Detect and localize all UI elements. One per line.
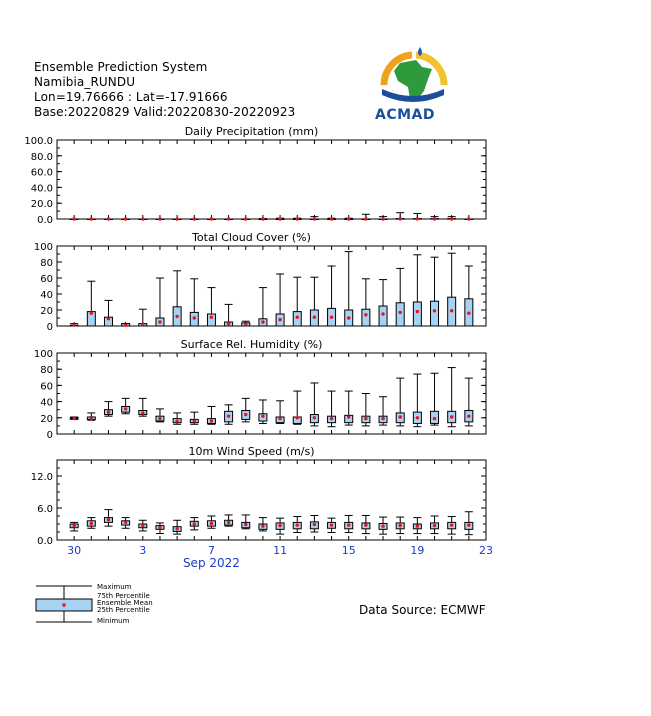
box-14 — [293, 517, 301, 533]
box-19 — [379, 397, 387, 425]
mean-dot — [347, 415, 350, 418]
box-10 — [225, 217, 233, 220]
y-tick-label: 100 — [33, 242, 53, 253]
box-12 — [259, 217, 267, 220]
mean-dot — [158, 526, 161, 529]
mean-dot — [433, 309, 436, 312]
mean-dot — [399, 311, 402, 314]
mean-dot — [244, 523, 247, 526]
y-tick-label: 0 — [46, 322, 53, 333]
y-tick-label: 0.0 — [37, 215, 53, 226]
x-tick-label: 3 — [139, 544, 147, 557]
box-12 — [259, 518, 267, 531]
panel-4 — [31, 445, 486, 547]
box-19 — [379, 280, 387, 326]
x-tick-label: 11 — [273, 544, 288, 557]
mean-dot — [433, 417, 436, 420]
mean-dot — [141, 524, 144, 527]
mean-dot — [227, 414, 230, 417]
mean-dot — [210, 316, 213, 319]
iqr-box — [413, 302, 421, 326]
box-9 — [207, 217, 215, 220]
box-23 — [448, 253, 456, 326]
box-5 — [139, 398, 147, 416]
box-24 — [465, 266, 473, 326]
box-5 — [139, 520, 147, 531]
mean-dot — [381, 524, 384, 527]
mean-dot — [381, 217, 384, 220]
mean-dot — [278, 417, 281, 420]
iqr-box — [379, 306, 387, 326]
box-4 — [122, 398, 130, 413]
mean-dot — [278, 217, 281, 220]
mean-dot — [467, 217, 470, 220]
mean-dot — [107, 518, 110, 521]
box-8 — [190, 279, 198, 326]
mean-dot — [416, 416, 419, 419]
mean-dot — [261, 524, 264, 527]
mean-dot — [158, 217, 161, 220]
mean-dot — [90, 417, 93, 420]
box-11 — [242, 515, 250, 529]
mean-dot — [399, 217, 402, 220]
box-2 — [87, 217, 95, 220]
mean-dot — [72, 324, 75, 327]
box-21 — [413, 374, 421, 427]
mean-dot — [175, 315, 178, 318]
box-21 — [413, 518, 421, 534]
box-10 — [225, 304, 233, 326]
box-18 — [362, 214, 370, 220]
box-24 — [465, 512, 473, 535]
box-11 — [242, 398, 250, 421]
mean-dot — [210, 217, 213, 220]
mean-dot — [72, 217, 75, 220]
mean-dot — [467, 312, 470, 315]
iqr-box — [362, 309, 370, 326]
mean-dot — [193, 419, 196, 422]
box-14 — [293, 277, 301, 326]
mean-dot — [227, 521, 230, 524]
iqr-box — [431, 301, 439, 326]
mean-dot — [90, 217, 93, 220]
mean-dot — [158, 320, 161, 323]
panel-2 — [34, 231, 486, 333]
mean-dot — [141, 217, 144, 220]
box-16 — [328, 266, 336, 326]
y-tick-label: 0.0 — [37, 536, 53, 547]
mean-dot — [296, 217, 299, 220]
box-9 — [207, 288, 215, 326]
mean-dot — [381, 417, 384, 420]
box-22 — [431, 516, 439, 534]
box-19 — [379, 517, 387, 534]
mean-dot — [244, 323, 247, 326]
mean-dot — [90, 522, 93, 525]
mean-dot — [244, 217, 247, 220]
box-1 — [70, 522, 78, 531]
box-6 — [156, 278, 164, 326]
mean-dot — [107, 317, 110, 320]
box-1 — [70, 217, 78, 220]
box-19 — [379, 217, 387, 221]
box-11 — [242, 321, 250, 326]
y-tick-label: 80.0 — [30, 151, 53, 163]
box-8 — [190, 412, 198, 424]
panel-title: 10m Wind Speed (m/s) — [188, 445, 315, 458]
x-tick-label: 15 — [341, 544, 356, 557]
box-6 — [156, 409, 164, 422]
legend-mean-dot — [62, 603, 65, 606]
y-tick-label: 12.0 — [30, 472, 53, 483]
box-22 — [431, 373, 439, 425]
legend-item-label: Minimum — [97, 617, 130, 625]
mean-dot — [278, 524, 281, 527]
mean-dot — [210, 419, 213, 422]
box-18 — [362, 279, 370, 326]
header-title: Ensemble Prediction System — [34, 60, 208, 74]
mean-dot — [313, 316, 316, 319]
mean-dot — [364, 217, 367, 220]
mean-dot — [399, 524, 402, 527]
box-15 — [310, 277, 318, 326]
box-18 — [362, 515, 370, 533]
mean-dot — [296, 523, 299, 526]
mean-dot — [416, 524, 419, 527]
box-20 — [396, 517, 404, 534]
mean-dot — [227, 217, 230, 220]
mean-dot — [330, 417, 333, 420]
mean-dot — [227, 322, 230, 325]
mean-dot — [141, 411, 144, 414]
box-22 — [431, 217, 439, 221]
box-14 — [293, 391, 301, 424]
mean-dot — [175, 419, 178, 422]
box-7 — [173, 520, 181, 534]
legend-item-label: Maximum — [97, 583, 132, 591]
y-tick-label: 60 — [40, 381, 53, 393]
box-15 — [310, 383, 318, 426]
panel-1 — [24, 125, 486, 226]
box-7 — [173, 413, 181, 424]
box-13 — [276, 274, 284, 326]
y-tick-label: 60.0 — [30, 167, 53, 179]
mean-dot — [107, 410, 110, 413]
mean-dot — [330, 523, 333, 526]
box-6 — [156, 217, 164, 220]
mean-dot — [416, 310, 419, 313]
box-13 — [276, 401, 284, 424]
box-16 — [328, 391, 336, 427]
mean-dot — [416, 217, 419, 220]
mean-dot — [313, 523, 316, 526]
mean-dot — [313, 416, 316, 419]
mean-dot — [313, 217, 316, 220]
y-tick-label: 60 — [40, 274, 53, 285]
mean-dot — [193, 217, 196, 220]
mean-dot — [399, 415, 402, 418]
box-12 — [259, 400, 267, 423]
mean-dot — [296, 316, 299, 319]
mean-dot — [124, 407, 127, 410]
box-9 — [207, 516, 215, 528]
box-23 — [448, 517, 456, 535]
y-tick-label: 100 — [33, 349, 53, 360]
mean-dot — [261, 217, 264, 220]
box-15 — [310, 217, 318, 221]
mean-dot — [261, 414, 264, 417]
mean-dot — [467, 523, 470, 526]
box-22 — [431, 257, 439, 326]
data-source: Data Source: ECMWF — [359, 603, 486, 617]
box-1 — [70, 417, 78, 420]
mean-dot — [244, 413, 247, 416]
y-tick-label: 40 — [40, 290, 53, 301]
box-12 — [259, 288, 267, 326]
y-tick-label: 20.0 — [30, 199, 53, 211]
header-station: Namibia_RUNDU — [34, 75, 136, 89]
mean-dot — [193, 316, 196, 319]
mean-dot — [433, 217, 436, 220]
box-5 — [139, 217, 147, 220]
mean-dot — [72, 524, 75, 527]
legend — [36, 583, 153, 625]
panel-frame — [57, 140, 486, 219]
legend-item-label: 25th Percentile — [97, 606, 150, 614]
mean-dot — [450, 523, 453, 526]
box-7 — [173, 271, 181, 326]
box-2 — [87, 413, 95, 420]
box-20 — [396, 213, 404, 221]
y-tick-label: 80 — [40, 258, 53, 269]
box-8 — [190, 518, 198, 530]
x-tick-label: 19 — [410, 544, 425, 557]
mean-dot — [330, 316, 333, 319]
box-3 — [104, 510, 112, 527]
legend-item-label: 75th Percentile — [97, 592, 150, 600]
mean-dot — [296, 416, 299, 419]
mean-dot — [364, 523, 367, 526]
mean-dot — [364, 417, 367, 420]
mean-dot — [330, 217, 333, 220]
mean-dot — [124, 217, 127, 220]
x-tick-label: 7 — [207, 544, 215, 557]
y-tick-label: 20 — [40, 306, 53, 317]
box-10 — [225, 405, 233, 424]
iqr-box — [396, 303, 404, 326]
box-3 — [104, 217, 112, 220]
box-17 — [345, 515, 353, 532]
box-1 — [70, 324, 78, 327]
box-10 — [225, 515, 233, 526]
mean-dot — [124, 521, 127, 524]
box-4 — [122, 324, 130, 327]
mean-dot — [158, 417, 161, 420]
mean-dot — [450, 217, 453, 220]
box-3 — [104, 300, 112, 326]
box-4 — [122, 518, 130, 529]
mean-dot — [347, 316, 350, 319]
x-tick-label: 30 — [67, 544, 82, 557]
box-14 — [293, 217, 301, 220]
panel-title: Total Cloud Cover (%) — [192, 231, 311, 244]
mean-dot — [141, 323, 144, 326]
box-2 — [87, 281, 95, 326]
box-21 — [413, 213, 421, 220]
mean-dot — [467, 414, 470, 417]
panel-3 — [34, 338, 486, 441]
box-2 — [87, 518, 95, 529]
box-8 — [190, 217, 198, 220]
mean-dot — [347, 217, 350, 220]
mean-dot — [450, 309, 453, 312]
mean-dot — [347, 523, 350, 526]
box-20 — [396, 268, 404, 326]
mean-dot — [381, 312, 384, 315]
mean-dot — [210, 522, 213, 525]
header-dates: Base:20220829 Valid:20220830-20220923 — [34, 105, 296, 119]
y-tick-label: 40 — [40, 397, 53, 409]
mean-dot — [450, 415, 453, 418]
box-6 — [156, 523, 164, 534]
panel-title: Daily Precipitation (mm) — [184, 125, 319, 138]
box-5 — [139, 309, 147, 326]
mean-dot — [193, 522, 196, 525]
y-tick-label: 40.0 — [30, 183, 53, 195]
box-20 — [396, 378, 404, 426]
logo-text: ACMAD — [375, 107, 435, 123]
mean-dot — [433, 524, 436, 527]
mean-dot — [278, 318, 281, 321]
y-tick-label: 20 — [40, 413, 53, 425]
legend-item-label: Ensemble Mean — [97, 599, 153, 607]
x-axis-label: Sep 2022 — [182, 556, 240, 570]
box-16 — [328, 518, 336, 532]
y-tick-label: 6.0 — [37, 504, 53, 515]
mean-dot — [124, 324, 127, 327]
box-24 — [465, 378, 473, 426]
box-7 — [173, 217, 181, 220]
box-23 — [448, 217, 456, 221]
mean-dot — [90, 312, 93, 315]
header-coordinates: Lon=19.76666 : Lat=-17.91666 — [34, 90, 228, 104]
mean-dot — [72, 417, 75, 420]
box-17 — [345, 217, 353, 220]
box-17 — [345, 252, 353, 326]
box-16 — [328, 217, 336, 220]
box-24 — [465, 217, 473, 220]
mean-dot — [175, 217, 178, 220]
panel-title: Surface Rel. Humidity (%) — [180, 338, 323, 351]
box-18 — [362, 394, 370, 426]
box-9 — [207, 406, 215, 424]
y-tick-label: 80 — [40, 365, 53, 377]
y-tick-label: 100.0 — [24, 136, 53, 147]
mean-dot — [107, 217, 110, 220]
box-21 — [413, 255, 421, 326]
box-17 — [345, 391, 353, 425]
box-11 — [242, 217, 250, 220]
x-tick-label: 23 — [479, 544, 493, 557]
box-13 — [276, 518, 284, 534]
box-13 — [276, 217, 284, 220]
y-tick-label: 0 — [46, 430, 53, 441]
box-3 — [104, 402, 112, 417]
box-23 — [448, 368, 456, 427]
mean-dot — [261, 320, 264, 323]
box-15 — [310, 515, 318, 532]
mean-dot — [364, 313, 367, 316]
mean-dot — [175, 527, 178, 530]
box-4 — [122, 217, 130, 220]
